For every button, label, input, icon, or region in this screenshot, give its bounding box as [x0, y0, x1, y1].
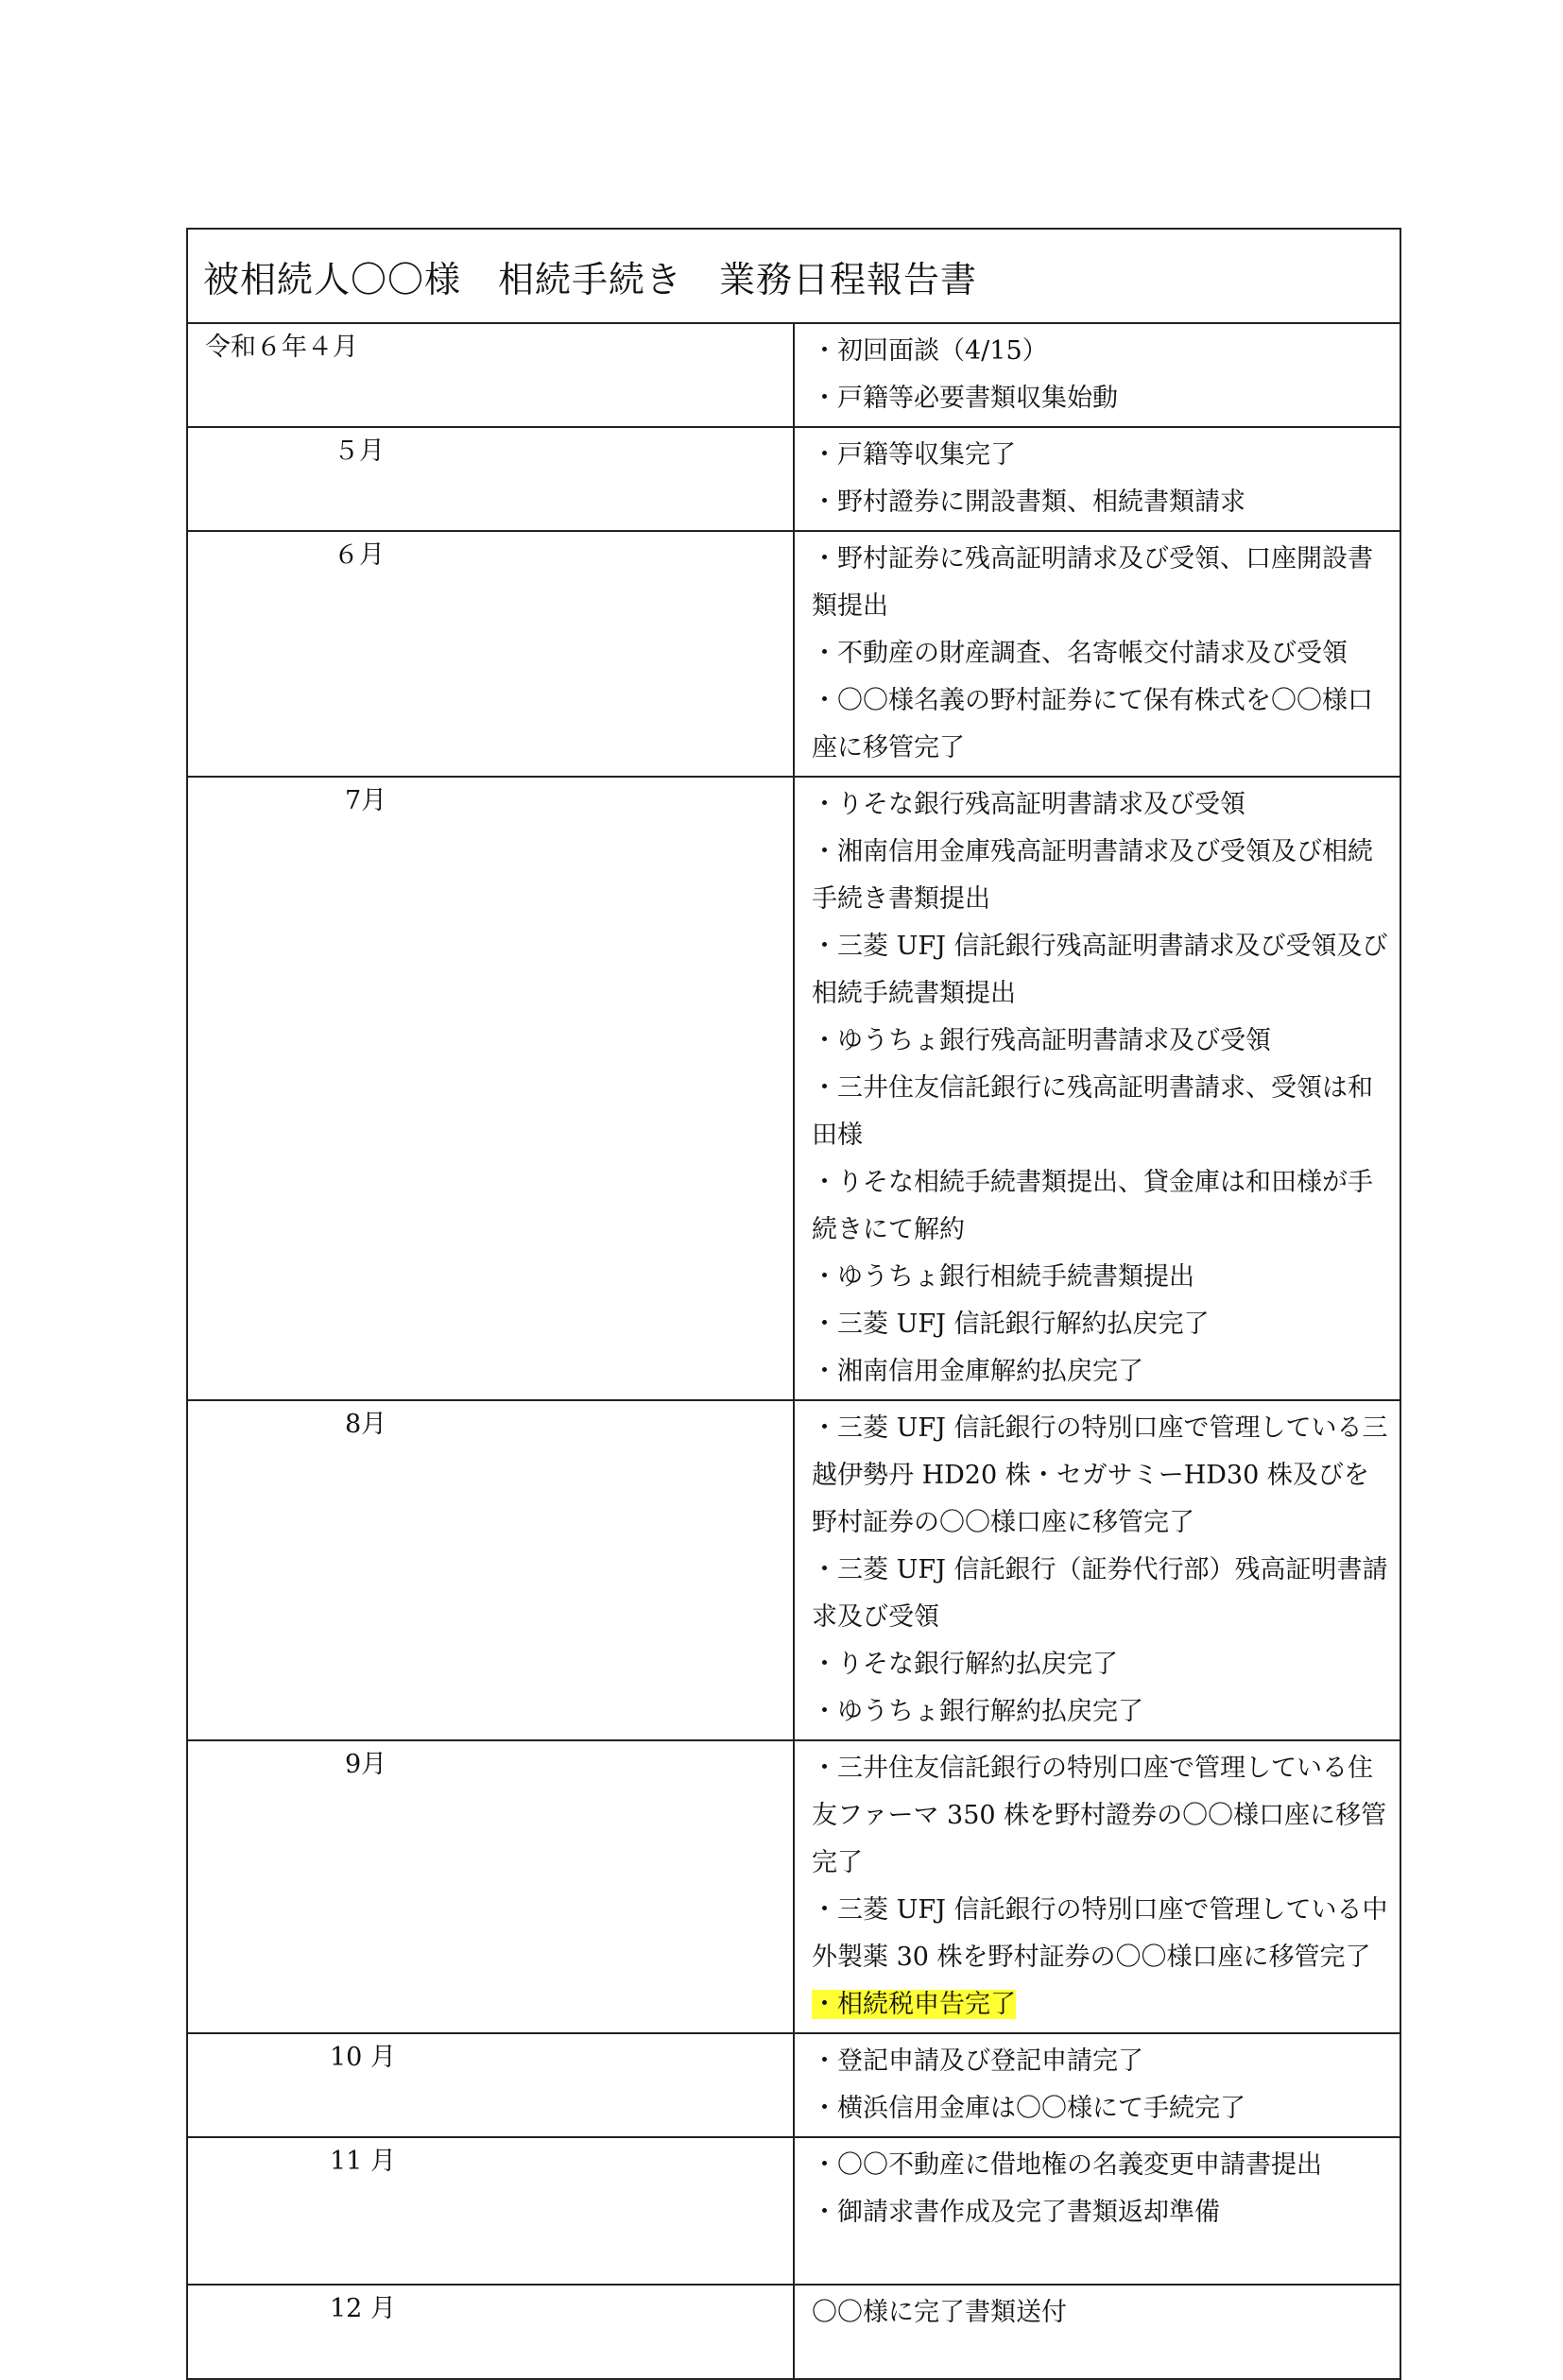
month-cell — [187, 1400, 794, 1740]
list-item: ・りそな相続手続書類提出、貸金庫は和田様が手続きにて解約 — [812, 1168, 1373, 1244]
month-cell — [187, 323, 794, 427]
month-cell — [187, 2033, 794, 2137]
month-label: 12 月 — [330, 2294, 396, 2323]
list-item: ・不動産の財産調査、名寄帳交付請求及び受領 — [812, 639, 1348, 668]
list-item: ・りそな銀行解約払戻完了 — [812, 1650, 1118, 1679]
list-item: ・ゆうちょ銀行残高証明書請求及び受領 — [812, 1026, 1271, 1055]
list-item: ・野村証券に残高証明請求及び受領、口座開設書類提出 — [812, 544, 1373, 621]
items-cell — [794, 427, 1400, 531]
month-row — [187, 323, 1400, 427]
schedule-report-table — [186, 228, 1401, 2380]
month-row — [187, 1400, 1400, 1740]
month-label: 7月 — [345, 786, 387, 815]
list-item: 〇〇様に完了書類送付 — [812, 2298, 1067, 2327]
month-row — [187, 2285, 1400, 2379]
month-cell — [187, 2285, 794, 2379]
report-title: 被相続人〇〇様 相続手続き 業務日程報告書 — [187, 229, 1400, 323]
list-item: ・三菱 UFJ 信託銀行の特別口座で管理している三越伊勢丹 HD20 株・セガサミーHD30 株及びを野村証券の〇〇様口座に移管完了 — [812, 1413, 1388, 1537]
list-item: ・三菱 UFJ 信託銀行残高証明書請求及び受領及び相続手続書類提出 — [812, 932, 1388, 1008]
items-cell — [794, 777, 1400, 1400]
items-cell — [794, 2285, 1400, 2379]
items-cell — [794, 323, 1400, 427]
list-item: ・りそな銀行残高証明書請求及び受領 — [812, 790, 1245, 819]
month-cell — [187, 1740, 794, 2033]
highlighted-text: ・相続税申告完了 — [812, 1990, 1016, 2019]
list-item: ・三菱 UFJ 信託銀行解約払戻完了 — [812, 1310, 1210, 1339]
list-item: ・〇〇不動産に借地権の名義変更申請書提出 — [812, 2150, 1322, 2180]
month-row — [187, 2033, 1400, 2137]
list-item: ・三菱 UFJ 信託銀行（証券代行部）残高証明書請求及び受領 — [812, 1555, 1388, 1632]
list-item: ・戸籍等収集完了 — [812, 440, 1016, 470]
month-cell — [187, 777, 794, 1400]
month-label: 8月 — [345, 1410, 387, 1439]
list-item: ・湘南信用金庫残高証明書請求及び受領及び相続手続き書類提出 — [812, 837, 1373, 914]
month-row — [187, 2137, 1400, 2285]
items-cell — [794, 2137, 1400, 2285]
list-item: ・野村證券に開設書類、相続書類請求 — [812, 488, 1245, 517]
list-item: ・三井住友信託銀行の特別口座で管理している住友ファーマ 350 株を野村證券の〇〇様口座に移管完了 — [812, 1754, 1387, 1877]
items-cell — [794, 1740, 1400, 2033]
month-label: 10 月 — [330, 2043, 396, 2072]
month-label: 11 月 — [330, 2147, 396, 2176]
month-label: 9月 — [345, 1750, 387, 1779]
list-item: ・御請求書作成及完了書類返却準備 — [812, 2198, 1220, 2227]
month-label: ５月 — [334, 437, 385, 466]
list-item: ・ゆうちょ銀行相続手続書類提出 — [812, 1262, 1194, 1292]
month-cell — [187, 2137, 794, 2285]
list-item: ・戸籍等必要書類収集始動 — [812, 384, 1118, 413]
list-item: ・初回面談（4/15） — [812, 336, 1048, 366]
list-item: ・三井住友信託銀行に残高証明書請求、受領は和田様 — [812, 1073, 1373, 1150]
month-row — [187, 777, 1400, 1400]
month-label: 令和６年４月 — [205, 333, 358, 362]
items-cell — [794, 531, 1400, 777]
list-item: ・横浜信用金庫は〇〇様にて手続完了 — [812, 2094, 1245, 2123]
month-cell — [187, 427, 794, 531]
items-cell — [794, 2033, 1400, 2137]
month-row — [187, 427, 1400, 531]
month-row — [187, 531, 1400, 777]
list-item: ・〇〇様名義の野村証券にて保有株式を〇〇様口座に移管完了 — [812, 686, 1373, 762]
month-row — [187, 1740, 1400, 2033]
list-item: ・湘南信用金庫解約払戻完了 — [812, 1357, 1143, 1386]
list-item: ・三菱 UFJ 信託銀行の特別口座で管理している中外製薬 30 株を野村証券の〇〇様口座に移管完了 — [812, 1895, 1388, 1972]
items-cell — [794, 1400, 1400, 1740]
empty-line — [812, 2236, 1390, 2280]
title-row — [187, 229, 1400, 323]
list-item-highlighted — [812, 1981, 1390, 2029]
list-item: ・ゆうちょ銀行解約払戻完了 — [812, 1697, 1143, 1726]
list-item: ・登記申請及び登記申請完了 — [812, 2046, 1143, 2076]
month-label: ６月 — [334, 540, 385, 570]
month-cell — [187, 531, 794, 777]
